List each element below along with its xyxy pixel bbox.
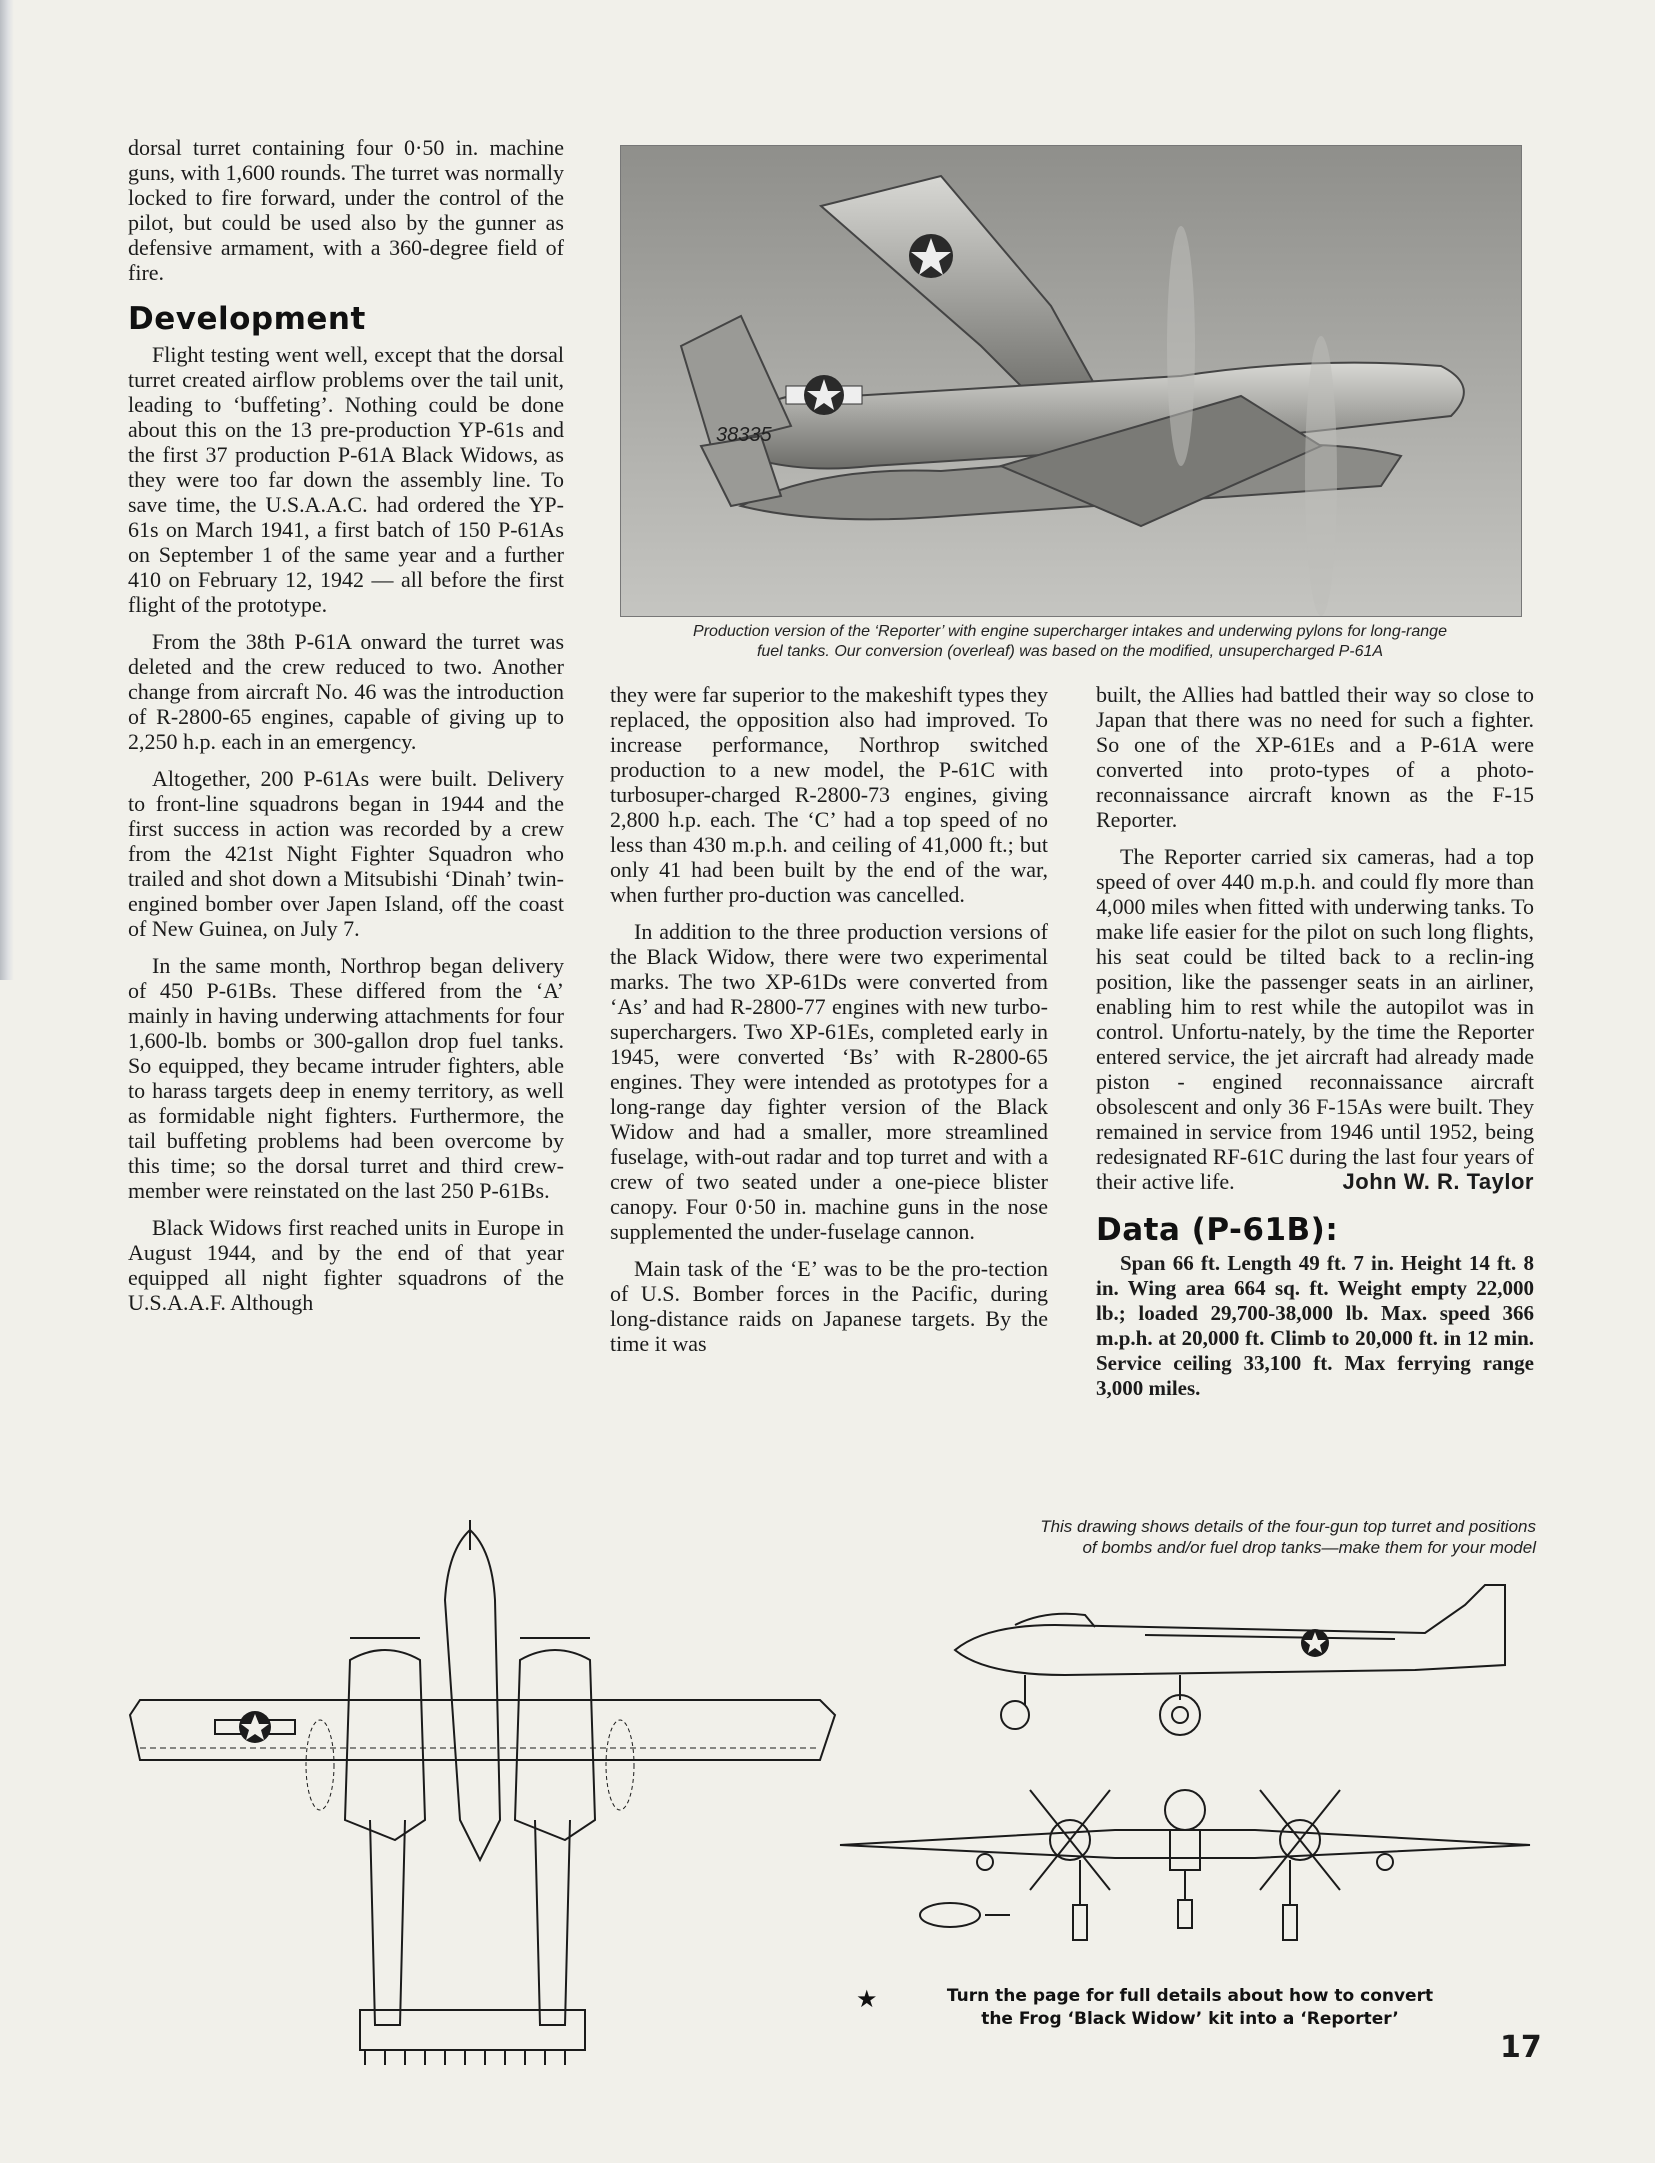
paragraph: Flight testing went well, except that the dorsal turret created airflow problems over the tail unit, leading to ‘buffeting’. Nothing could be done about this on the 13 pre-production YP-61s and the first 37 production P-61A Black Widows, as they were too far down the assembly line. To save time, the U.S.A.A.C. had ordered the YP-61s on March 1941, a first batch of 150 P-61As on September 1 of the same year and a further 410 on February 12, 1942 — all before the first flight of the prototype. bbox=[128, 342, 564, 617]
paragraph: In addition to the three production versions of the Black Widow, there were two experimental marks. The two XP-61Ds were converted from ‘As’ and had R-2800-77 engines with new turbo-superchargers. Two XP-61Es, completed early in 1945, were converted ‘Bs’ with R-2800-65 engines. They were intended as prototypes for a long-range day fighter version of the Black Widow and had a smaller, more streamlined fuselage, with-out radar and top turret and with a crew of two seated under a one-piece blister canopy. Four 0·50 in. machine guns in the nose supplemented the under-fuselage cannon. bbox=[610, 919, 1048, 1244]
aircraft-serial-text: 38335 bbox=[716, 424, 772, 446]
column-2 bbox=[610, 682, 1048, 1368]
paragraph: built, the Allies had battled their way so close to Japan that there was no need for such a fighter. So one of the XP-61Es and a P-61A were converted into proto-types of a photo-reconnaissance aircraft known as the F-15 Reporter. bbox=[1096, 682, 1534, 832]
page-number: 17 bbox=[1500, 2030, 1542, 2065]
author-byline: John W. R. Taylor bbox=[1342, 1169, 1534, 1194]
paragraph: they were far superior to the makeshift types they replaced, the opposition also had improved. To increase performance, Northrop switched production to a new model, the P-61C with turbosuper-charged R-2800-73 engines, giving 2,800 h.p. each. The ‘C’ had a top speed of no less than 430 m.p.h. and ceiling of 41,000 ft.; but only 41 had been built by the end of the war, when further pro-duction was cancelled. bbox=[610, 682, 1048, 907]
star-icon: ★ bbox=[856, 1985, 878, 2013]
drawing-caption-line-2: of bombs and/or fuel drop tanks—make them for your model bbox=[1082, 1538, 1536, 1557]
paragraph: Altogether, 200 P-61As were built. Delivery to front-line squadrons began in 1944 and the first success in action was recorded by a crew from the 421st Night Fighter Squadron who trailed and shot down a Mitsubishi ‘Dinah’ twin-engined bomber over Japen Island, off the coast of New Guinea, on July 7. bbox=[128, 766, 564, 941]
drawing-caption-line-1: This drawing shows details of the four-gun top turret and positions bbox=[1040, 1517, 1536, 1536]
column-3 bbox=[1096, 682, 1534, 1413]
intro-paragraph: dorsal turret containing four 0·50 in. machine guns, with 1,600 rounds. The turret was normally locked to fire forward, under the control of the pilot, but could be used also by the gunner as defensive armament, with a 360-degree field of fire. bbox=[128, 135, 564, 285]
data-specifications: Span 66 ft. Length 49 ft. 7 in. Height 14 ft. 8 in. Wing area 664 sq. ft. Weight empty 22,000 lb.; loaded 29,700-38,000 lb. Max. speed 366 m.p.h. at 20,000 ft. Climb to 20,000 ft. in 12 min. Service ceiling 33,100 ft. Max ferrying range 3,000 miles. bbox=[1096, 1251, 1534, 1400]
paragraph: From the 38th P-61A onward the turret was deleted and the crew reduced to two. Another change from aircraft No. 46 was the introduction of R-2800-65 engines, capable of giving up to 2,250 h.p. each in an emergency. bbox=[128, 629, 564, 754]
aircraft-photo bbox=[620, 145, 1522, 617]
photo-caption-line-1: Production version of the ‘Reporter’ with engine supercharger intakes and underwing pylons for long-range bbox=[693, 623, 1447, 640]
paragraph: In the same month, Northrop began delivery of 450 P-61Bs. These differed from the ‘A’ mainly in having underwing attachments for four 1,600-lb. bombs or 300-gallon drop fuel tanks. So equipped, they became intruder fighters, able to harass targets deep in enemy territory, as well as formidable night fighters. Furthermore, the tail buffeting problems had been overcome by this time; so the dorsal turret and third crew-member were reinstated on the last 250 P-61Bs. bbox=[128, 953, 564, 1203]
paragraph: Main task of the ‘E’ was to be the pro-tection of U.S. Bomber forces in the Pacific, during long-distance raids on Japanese targets. By the time it was bbox=[610, 1256, 1048, 1356]
drawing-caption bbox=[860, 1516, 1536, 1558]
column-1 bbox=[128, 135, 564, 1327]
plan-view-drawing bbox=[120, 1520, 860, 2080]
footnote bbox=[856, 1985, 1490, 2031]
aircraft-photo-illustration bbox=[621, 146, 1521, 616]
photo-caption-line-2: fuel tanks. Our conversion (overleaf) was based on the modified, unsupercharged P-61A bbox=[756, 643, 1384, 660]
footnote-line-2: the Frog ‘Black Widow’ kit into a ‘Reporter’ bbox=[981, 2009, 1399, 2029]
page-edge-strip bbox=[0, 0, 14, 980]
paragraph: Black Widows first reached units in Europe in August 1944, and by the end of that year equipped all night fighter squadrons of the U.S.A.A.F. Although bbox=[128, 1215, 564, 1315]
side-view-drawing bbox=[945, 1565, 1525, 1745]
data-heading: Data (P-61B): bbox=[1096, 1212, 1339, 1248]
front-view-drawing bbox=[835, 1770, 1535, 1960]
paragraph: The Reporter carried six cameras, had a top speed of over 440 m.p.h. and could fly more than 4,000 miles when fitted with underwing tanks. To make life easier for the pilot on such long flights, his seat could be tilted back to a reclin-ing position, like the passenger seats in an airliner, enabling him to rest while the autopilot was in control. Unfortu-nately, by the time the Reporter entered service, the jet aircraft had already made piston - engined reconnaissance aircraft obsolescent and only 36 F-15As were built. They remained in service from 1946 until 1952, being redesignated RF-61C during the last four years of their active life. bbox=[1096, 844, 1534, 1194]
development-heading: Development bbox=[128, 301, 366, 337]
photo-caption bbox=[605, 622, 1535, 662]
footnote-line-1: Turn the page for full details about how to convert bbox=[946, 1986, 1434, 2006]
